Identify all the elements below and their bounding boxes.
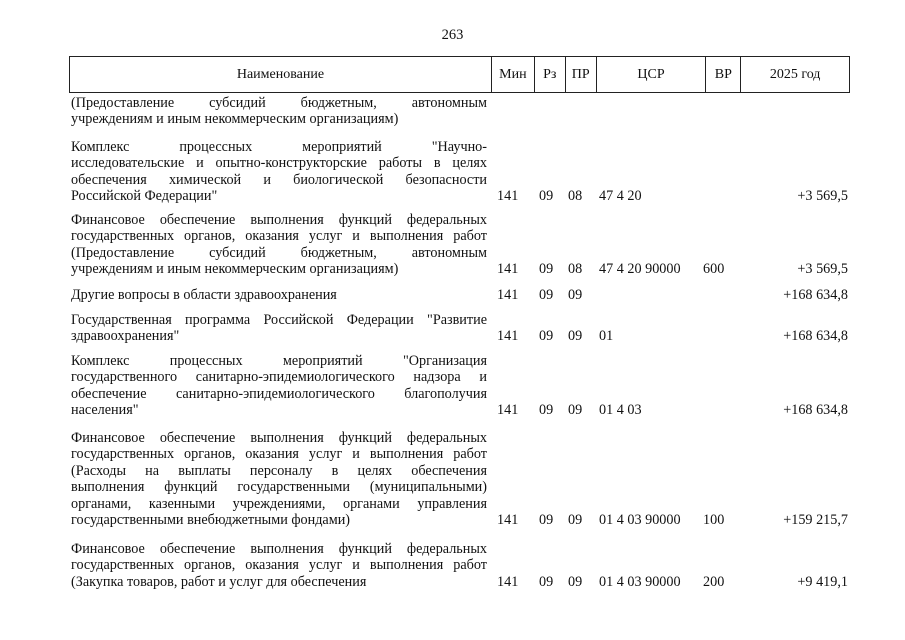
table-row xyxy=(69,212,850,278)
row-name-line: органами, казенными учреждениями, органами управления xyxy=(71,495,487,512)
row-pr: 09 xyxy=(568,328,583,345)
table-row xyxy=(69,139,850,205)
row-pr: 08 xyxy=(568,261,583,278)
row-min: 141 xyxy=(497,328,519,345)
row-name-line: Другие вопросы в области здравоохранения xyxy=(71,287,337,303)
row-sum: +3 569,5 xyxy=(797,261,848,278)
table-row xyxy=(69,95,850,128)
row-name-line: обеспечение санитарно-эпидемиологического благополучия xyxy=(71,385,487,402)
row-csr: 01 4 03 90000 xyxy=(599,573,681,590)
row-name xyxy=(71,139,487,205)
row-name xyxy=(71,95,487,128)
row-name-line: государственных органов, оказания услуг и выполнения работ xyxy=(71,228,487,245)
row-name-line: (Предоставление субсидий бюджетным, автономным xyxy=(71,95,487,111)
row-name-line: здравоохранения" xyxy=(71,328,180,345)
table-row xyxy=(69,287,850,303)
row-name-line: обеспечения химической и биологической безопасности xyxy=(71,171,487,188)
row-min: 141 xyxy=(497,188,519,205)
row-csr: 01 4 03 xyxy=(599,402,642,419)
page-number: 263 xyxy=(441,27,464,43)
row-name-line: (Расходы на выплаты персоналу в целях обеспечения xyxy=(71,462,487,479)
row-rz: 09 xyxy=(539,328,554,345)
row-min: 141 xyxy=(497,261,519,278)
row-name xyxy=(71,353,487,419)
row-vr: 100 xyxy=(703,511,725,528)
table-row xyxy=(69,541,850,590)
row-csr: 47 4 20 xyxy=(599,188,642,205)
row-csr: 01 xyxy=(599,328,614,345)
row-name-line: государственных органов, оказания услуг и выполнения работ xyxy=(71,446,487,463)
row-sum: +9 419,1 xyxy=(797,573,848,590)
row-rz: 09 xyxy=(539,261,554,278)
row-min: 141 xyxy=(497,573,519,590)
row-name-line: Финансовое обеспечение выполнения функций федеральных xyxy=(71,212,487,228)
row-name xyxy=(71,212,487,278)
row-sum: +168 634,8 xyxy=(783,286,848,303)
row-name-line: государственного санитарно-эпидемиологического надзора и xyxy=(71,369,487,386)
row-name xyxy=(71,430,487,528)
row-name-line: (Закупка товаров, работ и услуг для обеспечения xyxy=(71,573,367,590)
row-rz: 09 xyxy=(539,188,554,205)
row-name-line: (Предоставление субсидий бюджетным, автономным xyxy=(71,244,487,261)
row-name-line: Государственная программа Российской Федерации "Развитие xyxy=(71,312,487,328)
row-pr: 09 xyxy=(568,286,583,303)
row-name-line: учреждениям и иным некоммерческим организациям) xyxy=(71,261,399,278)
row-min: 141 xyxy=(497,286,519,303)
header-vr: ВР xyxy=(705,57,740,92)
header-year: 2025 год xyxy=(740,57,849,92)
row-sum: +3 569,5 xyxy=(797,188,848,205)
header-rz: Рз xyxy=(534,57,565,92)
header-csr: ЦСР xyxy=(596,57,706,92)
row-name-line: Финансовое обеспечение выполнения функций федеральных xyxy=(71,430,487,446)
row-name-line: государственных органов, оказания услуг и выполнения работ xyxy=(71,557,487,574)
row-vr: 600 xyxy=(703,261,725,278)
row-name-line: Российской Федерации" xyxy=(71,188,218,205)
row-csr: 47 4 20 90000 xyxy=(599,261,681,278)
row-csr: 01 4 03 90000 xyxy=(599,511,681,528)
row-vr: 200 xyxy=(703,573,725,590)
row-sum: +168 634,8 xyxy=(783,402,848,419)
row-pr: 08 xyxy=(568,188,583,205)
table-row xyxy=(69,312,850,345)
table-header xyxy=(69,56,850,93)
row-name-line: населения" xyxy=(71,402,139,419)
row-rz: 09 xyxy=(539,286,554,303)
row-name-line: учреждениям и иным некоммерческим организациям) xyxy=(71,111,399,128)
row-sum: +159 215,7 xyxy=(783,511,848,528)
row-name-line: Комплекс процессных мероприятий "Организация xyxy=(71,353,487,369)
row-pr: 09 xyxy=(568,573,583,590)
row-pr: 09 xyxy=(568,402,583,419)
row-min: 141 xyxy=(497,511,519,528)
header-min: Мин xyxy=(491,57,534,92)
row-name xyxy=(71,287,487,303)
row-name-line: исследовательские и опытно-конструкторские работы в целях xyxy=(71,155,487,172)
row-name xyxy=(71,541,487,590)
row-min: 141 xyxy=(497,402,519,419)
row-name-line: Финансовое обеспечение выполнения функций федеральных xyxy=(71,541,487,557)
row-name-line: государственными внебюджетными фондами) xyxy=(71,512,351,529)
row-pr: 09 xyxy=(568,511,583,528)
row-name xyxy=(71,312,487,345)
row-rz: 09 xyxy=(539,402,554,419)
header-pr: ПР xyxy=(565,57,596,92)
table-row xyxy=(69,430,850,528)
row-name-line: выполнения функций государственными (муниципальными) xyxy=(71,479,487,496)
row-name-line: Комплекс процессных мероприятий "Научно- xyxy=(71,139,487,155)
header-name: Наименование xyxy=(236,66,325,82)
row-sum: +168 634,8 xyxy=(783,328,848,345)
table-row xyxy=(69,353,850,419)
row-rz: 09 xyxy=(539,511,554,528)
row-rz: 09 xyxy=(539,573,554,590)
